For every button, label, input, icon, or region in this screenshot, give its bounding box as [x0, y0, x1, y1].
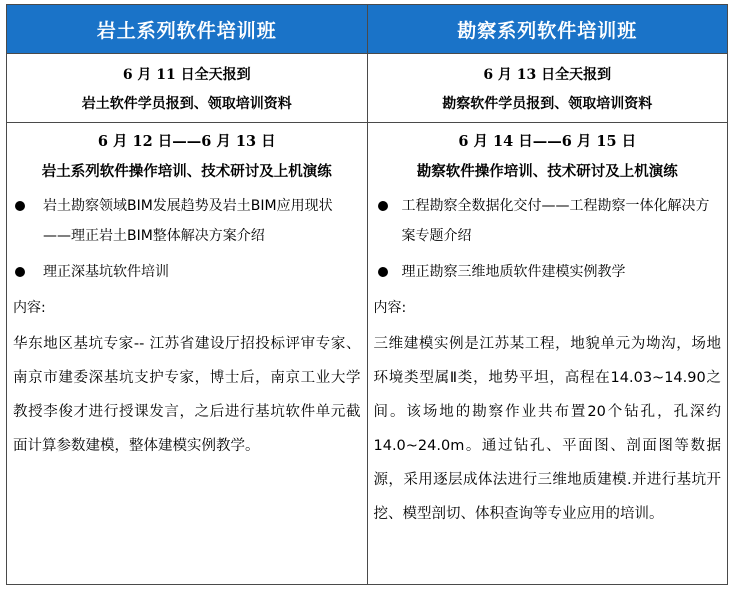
- right-reg-desc: 勘察软件学员报到、领取培训资料: [442, 96, 653, 112]
- bullet-text: 理正深基坑软件培训: [43, 264, 169, 280]
- list-item: [368, 257, 728, 287]
- bullet-icon: [378, 267, 388, 277]
- list-item: [7, 257, 367, 287]
- right-bullet-list: [368, 191, 728, 287]
- bullet-icon: [15, 267, 25, 277]
- bullet-text: 工程勘察全数据化交付——工程勘察一体化解决方案专题介绍: [401, 198, 710, 244]
- right-registration-cell: [367, 54, 728, 123]
- left-reg-date: 6 月 11 日全天报到: [122, 67, 251, 83]
- right-content-label: 内容:: [373, 300, 407, 316]
- left-registration-cell: [7, 54, 368, 123]
- training-schedule-table: [6, 4, 728, 585]
- list-item: [368, 191, 728, 251]
- left-reg-desc: 岩土软件学员报到、领取培训资料: [81, 96, 292, 112]
- left-content-text: 华东地区基坑专家-- 江苏省建设厅招投标评审专家、南京市建委深基坑支护专家，博士后，南京工业大学教授李俊才进行授课发言，之后进行基坑软件单元截面计算参数建模，整体建模实例教学。: [13, 336, 361, 454]
- left-header: 岩土系列软件培训班: [7, 5, 368, 54]
- right-train-date: 6 月 14 日——6 月 15 日: [458, 133, 637, 150]
- left-train-title: 岩土系列软件操作培训、技术研讨及上机演练: [41, 164, 332, 180]
- bullet-icon: [378, 201, 388, 211]
- left-content-label: 内容:: [13, 300, 46, 316]
- bullet-icon: [15, 201, 25, 211]
- left-train-date: 6 月 12 日——6 月 13 日: [97, 133, 276, 150]
- bullet-text: 岩土勘察领域BIM发展趋势及岩土BIM应用现状——理正岩土BIM整体解决方案介绍: [43, 198, 333, 244]
- left-bullet-list: [7, 191, 367, 287]
- right-reg-date: 6 月 13 日全天报到: [483, 67, 612, 83]
- right-content-text: 三维建模实例是江苏某工程，地貌单元为坳沟，场地环境类型属Ⅱ类，地势平坦，高程在14.03~14.90之间。该场地的勘察作业共布置20个钻孔，孔深约14.0~24.0m。通过钻孔、平面图、剖面图等数据源，采用逐层成体法进行三维地质建模.并进行基坑开挖、模型剖切、体积查询等专业应用的培训。: [373, 336, 721, 522]
- list-item: [7, 191, 367, 251]
- right-train-title: 勘察软件操作培训、技术研讨及上机演练: [416, 164, 678, 180]
- right-training-cell: [367, 123, 728, 585]
- right-header: 勘察系列软件培训班: [367, 5, 728, 54]
- left-training-cell: [7, 123, 368, 585]
- bullet-text: 理正勘察三维地质软件建模实例教学: [401, 264, 626, 280]
